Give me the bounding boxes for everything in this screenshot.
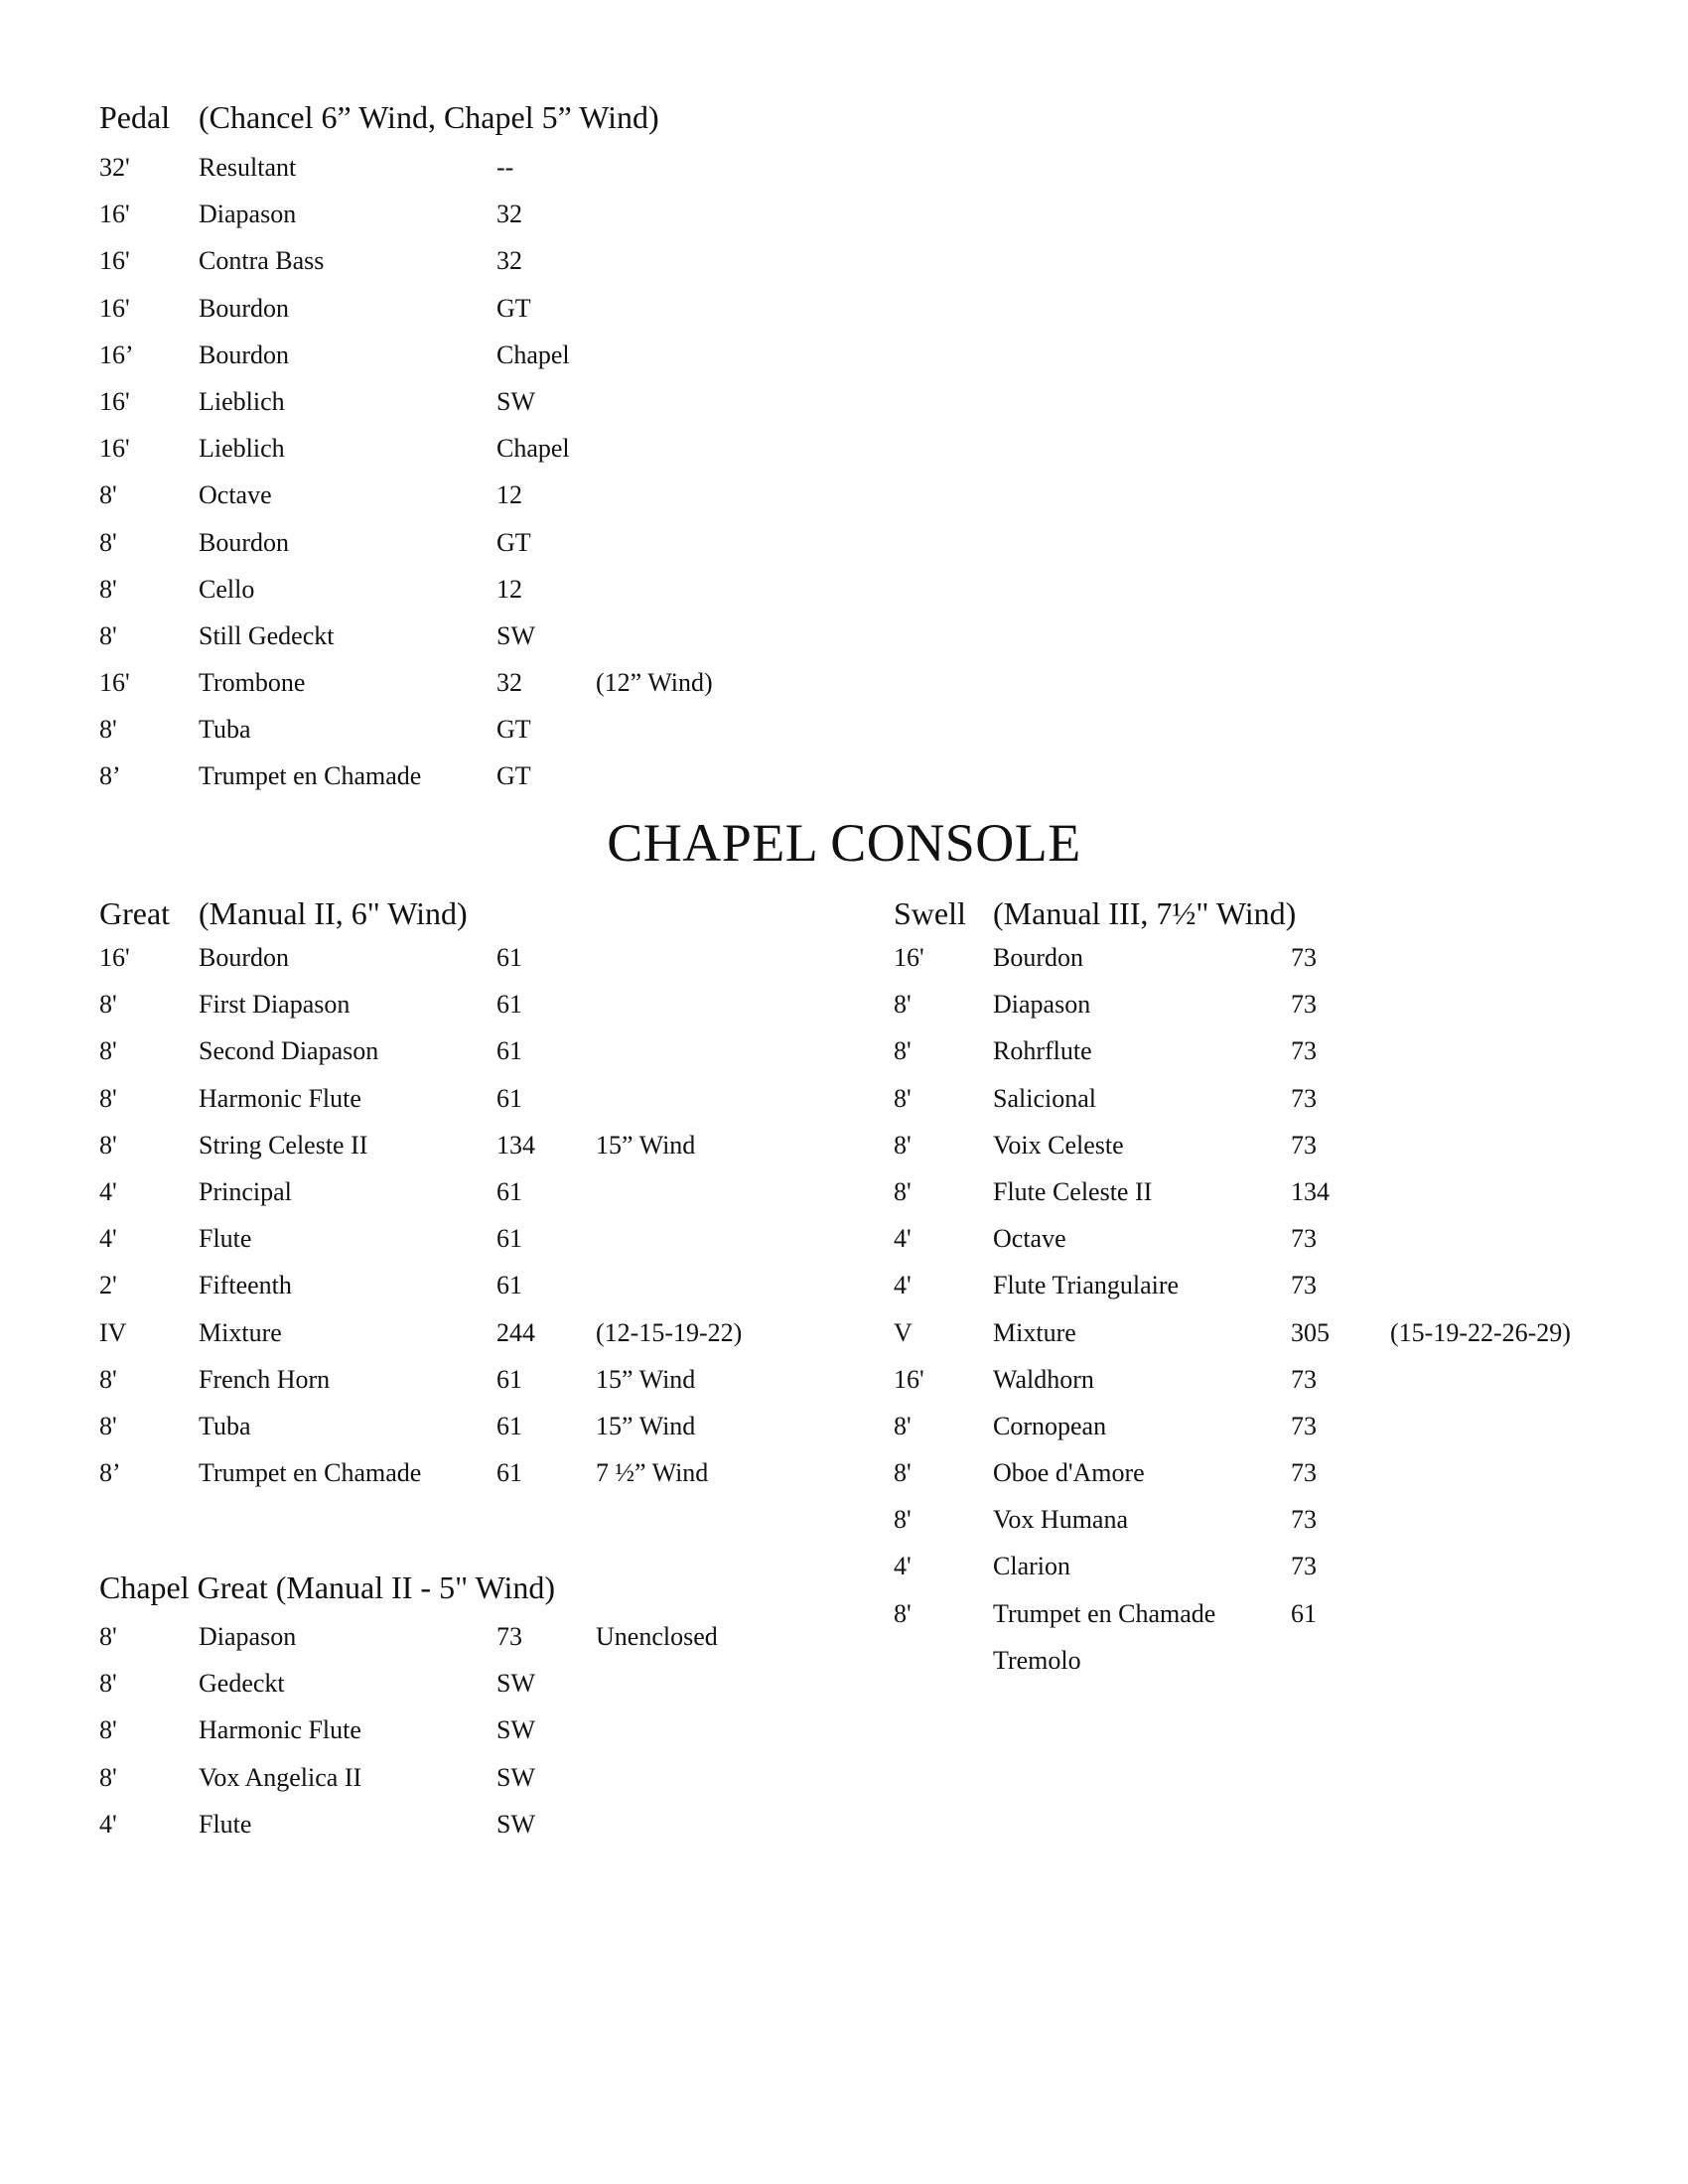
division-name: Swell <box>894 895 966 931</box>
stop-pitch: 8' <box>99 1036 117 1066</box>
stop-pipes: 61 <box>496 1036 522 1066</box>
stop-name: Gedeckt <box>199 1669 285 1699</box>
stop-pitch: 8' <box>894 1411 912 1440</box>
stop-pitch: 8' <box>99 574 117 604</box>
stop-name: Voix Celeste <box>993 1130 1124 1160</box>
stop-pitch: 8' <box>99 480 117 510</box>
stop-pipes: SW <box>496 386 535 416</box>
stop-pitch: 8' <box>99 990 117 1020</box>
stop-pipes: 244 <box>496 1317 535 1347</box>
stop-pipes: 32 <box>496 200 522 229</box>
stop-pipes: GT <box>496 527 531 557</box>
stop-pitch: 8' <box>894 1083 912 1113</box>
stop-pipes: 73 <box>1291 1224 1317 1254</box>
stop-pipes: 134 <box>1291 1176 1330 1206</box>
stop-name: Flute <box>199 1224 252 1254</box>
stop-name: Harmonic Flute <box>199 1715 361 1745</box>
stop-pitch: 8' <box>894 1458 912 1488</box>
stop-pitch: 8' <box>99 1715 117 1745</box>
stop-pipes: 61 <box>496 1176 522 1206</box>
stop-pitch: 8’ <box>99 1458 121 1488</box>
stop-name: Resultant <box>199 153 297 182</box>
page-title: CHAPEL CONSOLE <box>607 813 1081 873</box>
stop-pipes: 61 <box>496 1224 522 1254</box>
stop-pipes: Chapel <box>496 434 570 464</box>
stop-name: Vox Angelica II <box>199 1762 362 1792</box>
stop-pitch: 8' <box>894 1505 912 1535</box>
stop-name: Cornopean <box>993 1411 1107 1440</box>
stop-pitch: 16' <box>99 246 130 276</box>
division-name: Great <box>99 895 171 931</box>
stop-pitch: 4' <box>99 1809 117 1839</box>
stop-name: Principal <box>199 1176 292 1206</box>
stop-name: Trumpet en Chamade <box>199 761 422 791</box>
stop-pitch: 8' <box>99 715 117 745</box>
stop-name: Lieblich <box>199 434 285 464</box>
stop-pitch: 8' <box>894 1036 912 1066</box>
stop-pipes: -- <box>496 153 514 182</box>
stop-name: French Horn <box>199 1364 331 1394</box>
stop-pitch: 8' <box>99 1364 117 1394</box>
stop-pitch: 16' <box>99 200 130 229</box>
stop-name: Tuba <box>199 1411 251 1440</box>
stop-pipes: 32 <box>496 246 522 276</box>
stop-pipes: 73 <box>1291 943 1317 972</box>
stop-pitch: 4' <box>894 1552 912 1581</box>
stop-name: Fifteenth <box>199 1271 292 1300</box>
stop-pipes: GT <box>496 293 531 323</box>
stop-pitch: 16’ <box>99 340 134 369</box>
stop-name: Flute Celeste II <box>993 1176 1153 1206</box>
division-wind-detail: (Manual II, 6" Wind) <box>199 895 468 931</box>
stop-name: Mixture <box>199 1317 282 1347</box>
stop-name: Mixture <box>993 1317 1076 1347</box>
stop-name: Still Gedeckt <box>199 620 335 650</box>
stop-name: Flute <box>199 1809 252 1839</box>
stop-name: Trumpet en Chamade <box>199 1458 422 1488</box>
stop-pitch: 16' <box>894 1364 924 1394</box>
stop-pitch: IV <box>99 1317 127 1347</box>
stop-pipes: 61 <box>496 1364 522 1394</box>
stop-pipes: 73 <box>496 1622 522 1651</box>
stop-pipes: 134 <box>496 1130 535 1160</box>
stop-pitch: V <box>894 1317 913 1347</box>
stop-pitch: 16' <box>99 293 130 323</box>
stop-pipes: 32 <box>496 668 522 698</box>
stop-pipes: 12 <box>496 480 522 510</box>
stop-name: Octave <box>199 480 272 510</box>
stop-pitch: 8' <box>99 1411 117 1440</box>
stop-pitch: 16' <box>99 943 130 972</box>
division-name: Pedal <box>99 99 171 135</box>
stop-note: (12” Wind) <box>596 668 713 698</box>
stop-pipes: 61 <box>496 990 522 1020</box>
stop-pipes: 305 <box>1291 1317 1330 1347</box>
stop-pipes: 73 <box>1291 1271 1317 1300</box>
stop-pipes: 73 <box>1291 1411 1317 1440</box>
stop-name: Clarion <box>993 1552 1070 1581</box>
stop-name: Second Diapason <box>199 1036 379 1066</box>
stop-name: Tremolo <box>993 1645 1081 1675</box>
stop-pipes: 61 <box>496 1458 522 1488</box>
stop-pipes: Chapel <box>496 340 570 369</box>
stop-pipes: 73 <box>1291 1364 1317 1394</box>
stop-pipes: SW <box>496 1715 535 1745</box>
stop-pipes: 73 <box>1291 1083 1317 1113</box>
stop-pitch: 4' <box>894 1271 912 1300</box>
stop-name: Bourdon <box>199 340 289 369</box>
stop-name: Octave <box>993 1224 1066 1254</box>
stop-pipes: 61 <box>496 1271 522 1300</box>
stop-pitch: 8' <box>99 1669 117 1699</box>
stop-name: Rohrflute <box>993 1036 1092 1066</box>
stop-name: Trumpet en Chamade <box>993 1598 1216 1628</box>
stop-pitch: 4' <box>99 1224 117 1254</box>
stop-name: Trombone <box>199 668 306 698</box>
stop-name: Tuba <box>199 715 251 745</box>
stop-pitch: 4' <box>99 1176 117 1206</box>
stop-pitch: 2' <box>99 1271 117 1300</box>
stop-pitch: 8' <box>894 990 912 1020</box>
stop-pipes: SW <box>496 1762 535 1792</box>
stop-note: 15” Wind <box>596 1130 696 1160</box>
stop-name: Bourdon <box>199 943 289 972</box>
stop-note: (15-19-22-26-29) <box>1390 1317 1571 1347</box>
stop-pipes: 73 <box>1291 1130 1317 1160</box>
stop-pitch: 8' <box>894 1176 912 1206</box>
stop-name: String Celeste II <box>199 1130 368 1160</box>
stop-name: Lieblich <box>199 386 285 416</box>
stop-pitch: 8' <box>99 527 117 557</box>
stop-pitch: 16' <box>99 434 130 464</box>
stop-pitch: 16' <box>99 386 130 416</box>
stop-pipes: 73 <box>1291 1036 1317 1066</box>
stop-pipes: 61 <box>1291 1598 1317 1628</box>
stop-pitch: 8' <box>99 1762 117 1792</box>
stop-name: Cello <box>199 574 255 604</box>
stop-note: Unenclosed <box>596 1622 718 1651</box>
stop-note: (12-15-19-22) <box>596 1317 743 1347</box>
stop-pipes: SW <box>496 1669 535 1699</box>
stop-name: Oboe d'Amore <box>993 1458 1145 1488</box>
stop-name: Bourdon <box>199 293 289 323</box>
stop-pitch: 4' <box>894 1224 912 1254</box>
stop-pipes: 61 <box>496 1083 522 1113</box>
stop-note: 15” Wind <box>596 1364 696 1394</box>
division-wind-detail: (Manual III, 7½" Wind) <box>993 895 1297 931</box>
stop-note: 7 ½” Wind <box>596 1458 709 1488</box>
stop-name: Flute Triangulaire <box>993 1271 1180 1300</box>
stop-pipes: SW <box>496 620 535 650</box>
stop-pitch: 16' <box>99 668 130 698</box>
division-wind-detail: (Chancel 6” Wind, Chapel 5” Wind) <box>199 99 659 135</box>
stop-pipes: 61 <box>496 943 522 972</box>
stop-name: Diapason <box>199 1622 297 1651</box>
division-name: Chapel Great (Manual II - 5" Wind) <box>99 1570 556 1605</box>
stop-name: Contra Bass <box>199 246 325 276</box>
stop-pipes: GT <box>496 715 531 745</box>
stop-pipes: 73 <box>1291 1458 1317 1488</box>
stop-pitch: 8' <box>99 1083 117 1113</box>
stop-pitch: 16' <box>894 943 924 972</box>
stop-name: Bourdon <box>993 943 1083 972</box>
stop-pitch: 8’ <box>99 761 121 791</box>
stop-name: Diapason <box>199 200 297 229</box>
stop-pitch: 8' <box>99 1130 117 1160</box>
stop-pipes: GT <box>496 761 531 791</box>
stop-pipes: 61 <box>496 1411 522 1440</box>
stop-note: 15” Wind <box>596 1411 696 1440</box>
stop-pitch: 8' <box>99 1622 117 1651</box>
stop-pipes: 12 <box>496 574 522 604</box>
stop-name: Harmonic Flute <box>199 1083 361 1113</box>
stop-pitch: 8' <box>99 620 117 650</box>
stop-pipes: 73 <box>1291 1552 1317 1581</box>
stop-pitch: 32' <box>99 153 130 182</box>
stop-name: First Diapason <box>199 990 351 1020</box>
stop-name: Salicional <box>993 1083 1096 1113</box>
stop-pipes: SW <box>496 1809 535 1839</box>
stop-name: Bourdon <box>199 527 289 557</box>
stop-pitch: 8' <box>894 1598 912 1628</box>
stop-pipes: 73 <box>1291 1505 1317 1535</box>
stop-name: Diapason <box>993 990 1091 1020</box>
stop-pitch: 8' <box>894 1130 912 1160</box>
stop-name: Waldhorn <box>993 1364 1094 1394</box>
stop-name: Vox Humana <box>993 1505 1129 1535</box>
stop-pipes: 73 <box>1291 990 1317 1020</box>
